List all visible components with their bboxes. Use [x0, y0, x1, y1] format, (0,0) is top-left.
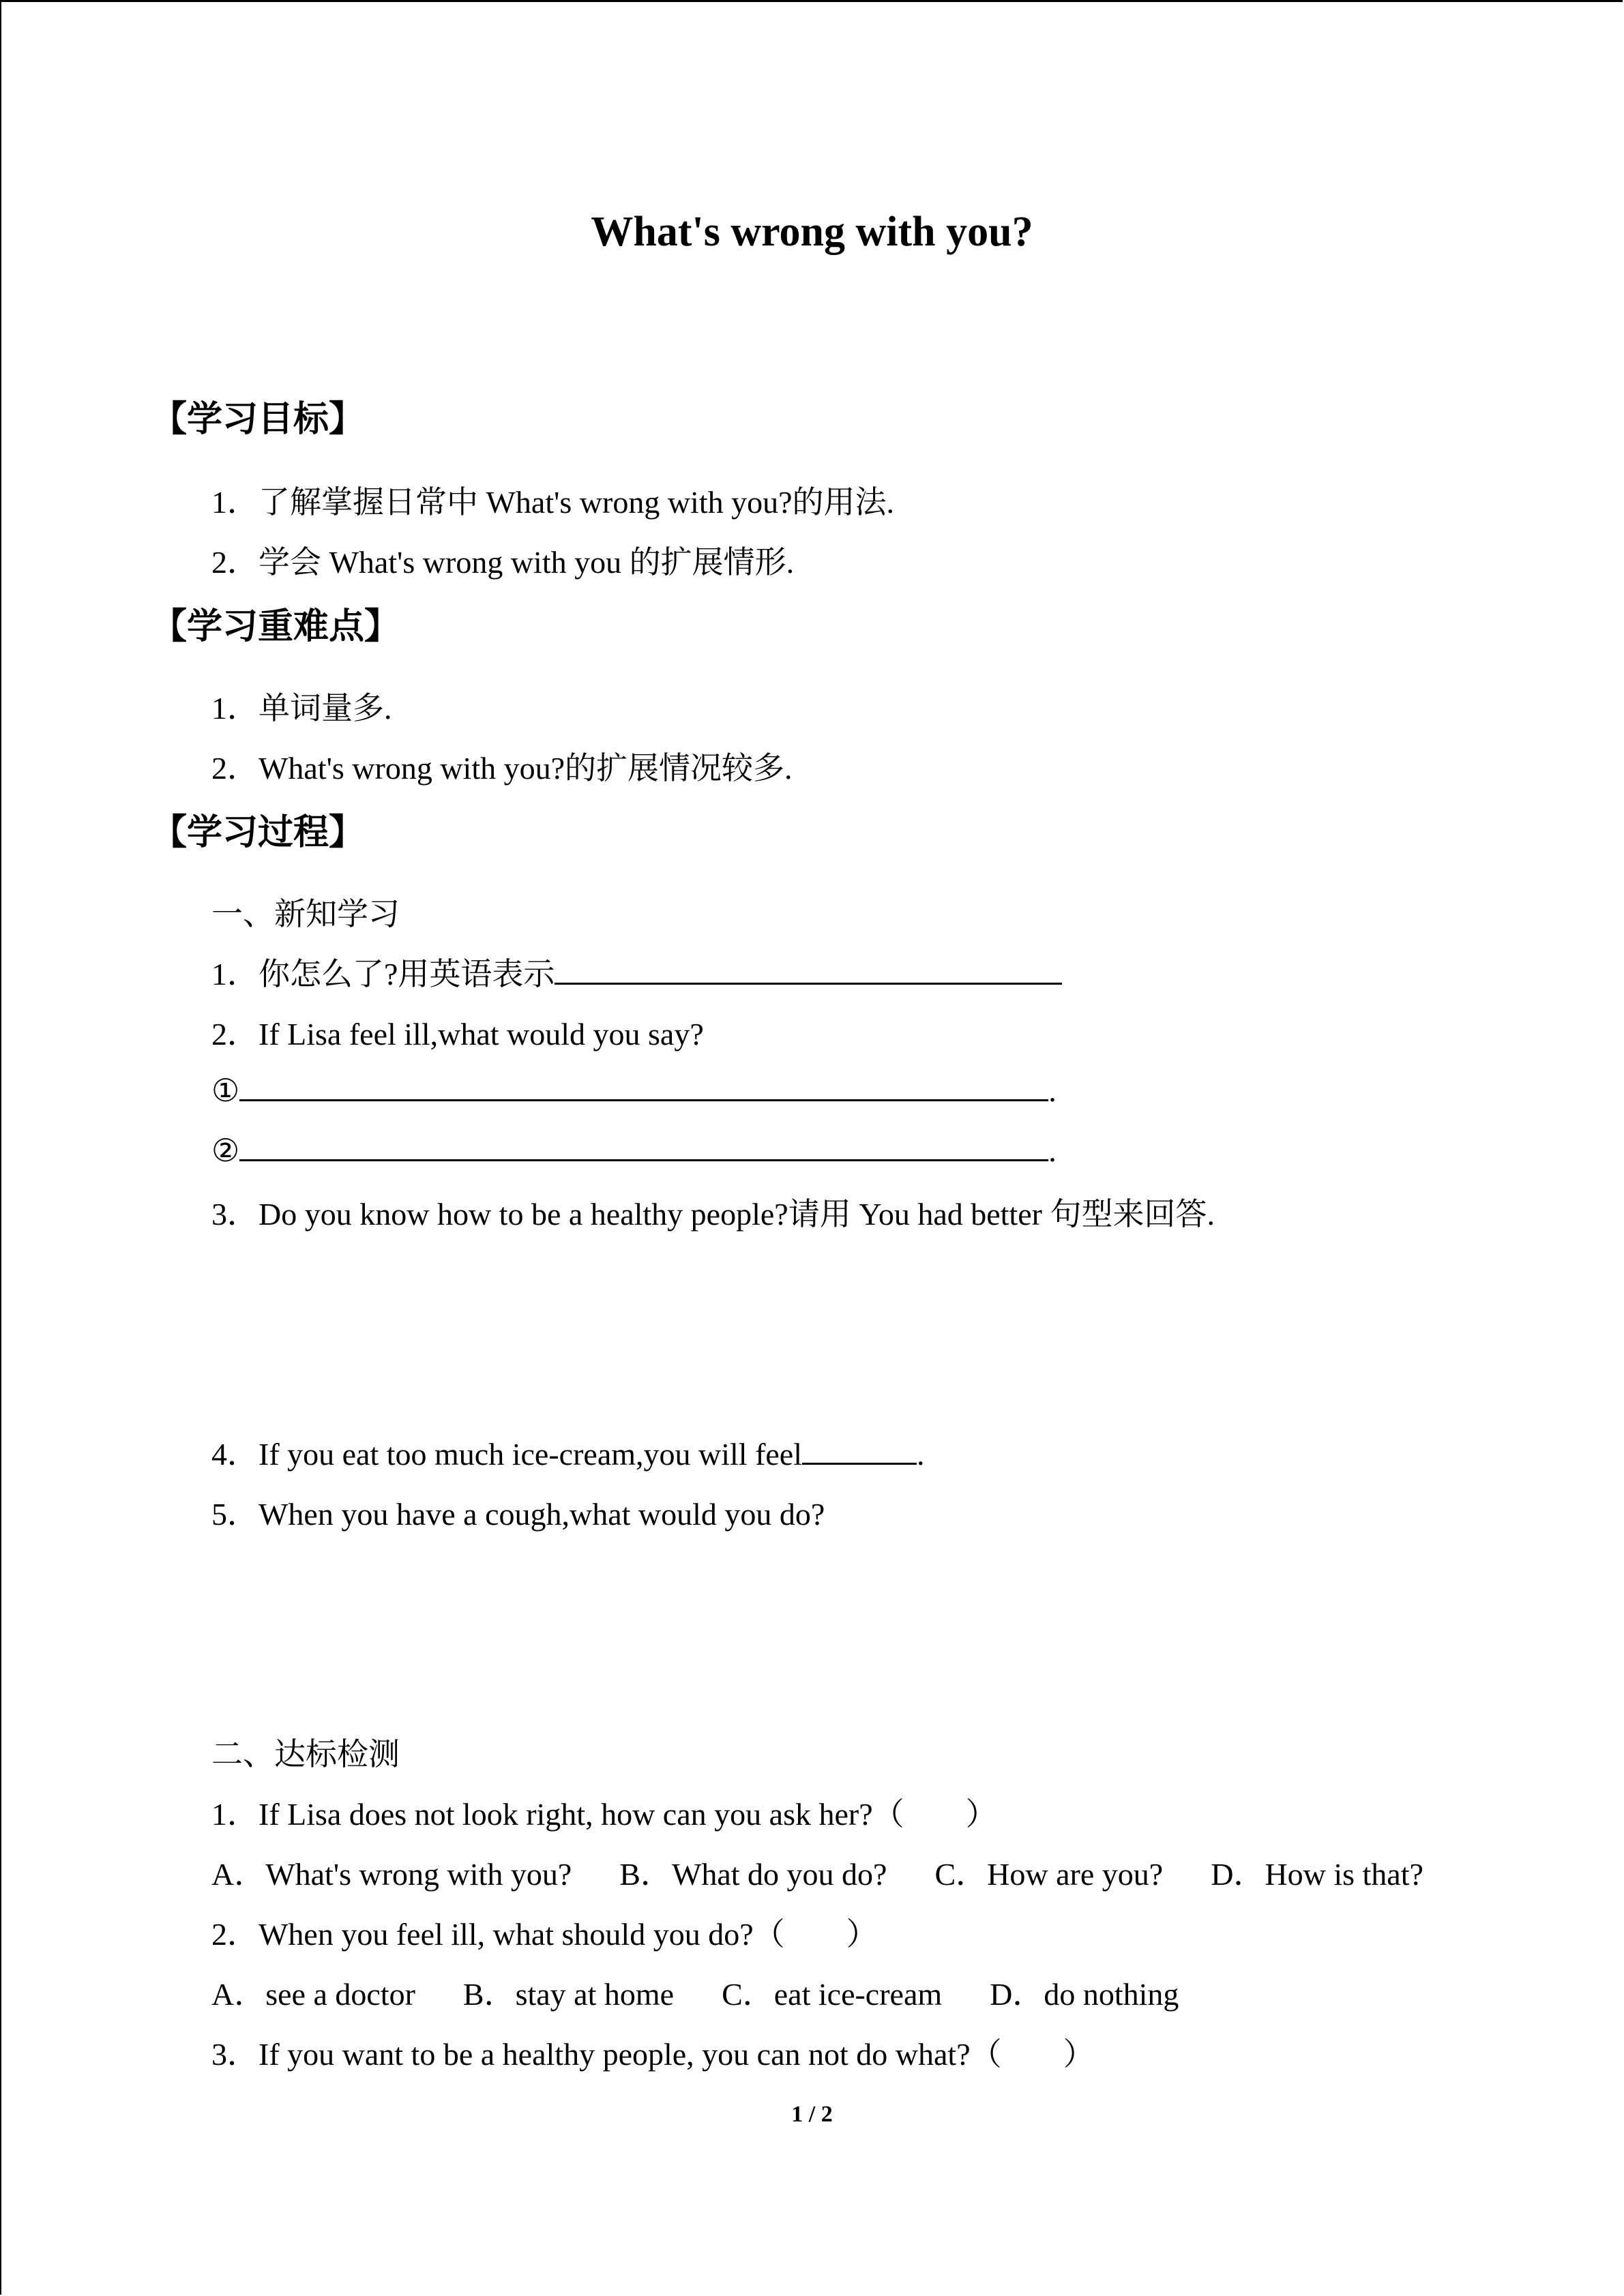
period: .: [917, 1437, 925, 1472]
process-heading: 【学习过程】: [151, 814, 365, 852]
test-question-1: [211, 1789, 997, 1834]
test-question-2: [211, 1909, 878, 1954]
part2-title: 二、达标检测: [211, 1737, 400, 1772]
difficulties-heading: 【学习重难点】: [151, 608, 400, 646]
option-b: B．What do you do?: [619, 1857, 887, 1892]
test-question-1-options: [211, 1849, 1423, 1894]
option-c: C．eat ice-cream: [722, 1977, 943, 2012]
option-d: D．How is that?: [1211, 1857, 1423, 1892]
test-question-2-text: 2．When you feel ill, what should you do?（: [211, 1917, 785, 1952]
question-4-text: 4．If you eat too much ice-cream,you will feel: [211, 1437, 803, 1472]
objective-item-1: 1．了解掌握日常中 What's wrong with you?的用法.: [211, 485, 895, 520]
close-paren: ）: [1063, 2037, 1095, 2072]
objectives-heading: 【学习目标】: [151, 400, 365, 439]
option-b: B．stay at home: [462, 1977, 675, 2012]
question-4: [211, 1429, 925, 1474]
question-5: 5．When you have a cough,what would you do?: [211, 1497, 825, 1532]
close-paren: ）: [846, 1917, 878, 1952]
answer-blank-1[interactable]: [239, 1069, 1048, 1101]
question-1-text: 1．你怎么了?用英语表示: [211, 957, 555, 992]
test-question-1-text: 1．If Lisa does not look right, how can you ask her?（: [211, 1797, 904, 1832]
part1-title: 一、新知学习: [211, 897, 400, 931]
question-2: 2．If Lisa feel ill,what would you say?: [211, 1017, 704, 1052]
question-3: 3．Do you know how to be a healthy people?请用 You had better 句型来回答.: [211, 1197, 1215, 1232]
period: .: [1048, 1133, 1057, 1168]
period: .: [1048, 1073, 1057, 1108]
option-c: C．How are you?: [934, 1857, 1164, 1892]
test-question-3-text: 3．If you want to be a healthy people, you can not do what?（: [211, 2037, 1002, 2072]
circled-number-2: ②: [211, 1133, 240, 1168]
objective-item-2: 2．学会 What's wrong with you 的扩展情形.: [211, 545, 795, 580]
difficulty-item-2: 2．What's wrong with you?的扩展情况较多.: [211, 751, 793, 786]
question-2-answer-1: [211, 1069, 1057, 1109]
question-2-answer-2: [211, 1129, 1057, 1169]
option-d: D．do nothing: [990, 1977, 1179, 2012]
option-a: A．see a doctor: [211, 1977, 415, 2012]
question-4-answer-blank[interactable]: [802, 1433, 917, 1465]
question-1-answer-blank[interactable]: [555, 953, 1062, 985]
test-question-2-options: [211, 1969, 1179, 2014]
circled-number-1: ①: [211, 1073, 240, 1108]
close-paren: ）: [965, 1797, 997, 1832]
answer-blank-2[interactable]: [239, 1129, 1048, 1161]
page-number: 1 / 2: [791, 2102, 833, 2127]
difficulty-item-1: 1．单词量多.: [211, 691, 392, 726]
test-question-3: [211, 2029, 1095, 2074]
option-a: A．What's wrong with you?: [211, 1857, 572, 1892]
page-title: What's wrong with you?: [591, 209, 1033, 255]
question-1: [211, 949, 1062, 994]
